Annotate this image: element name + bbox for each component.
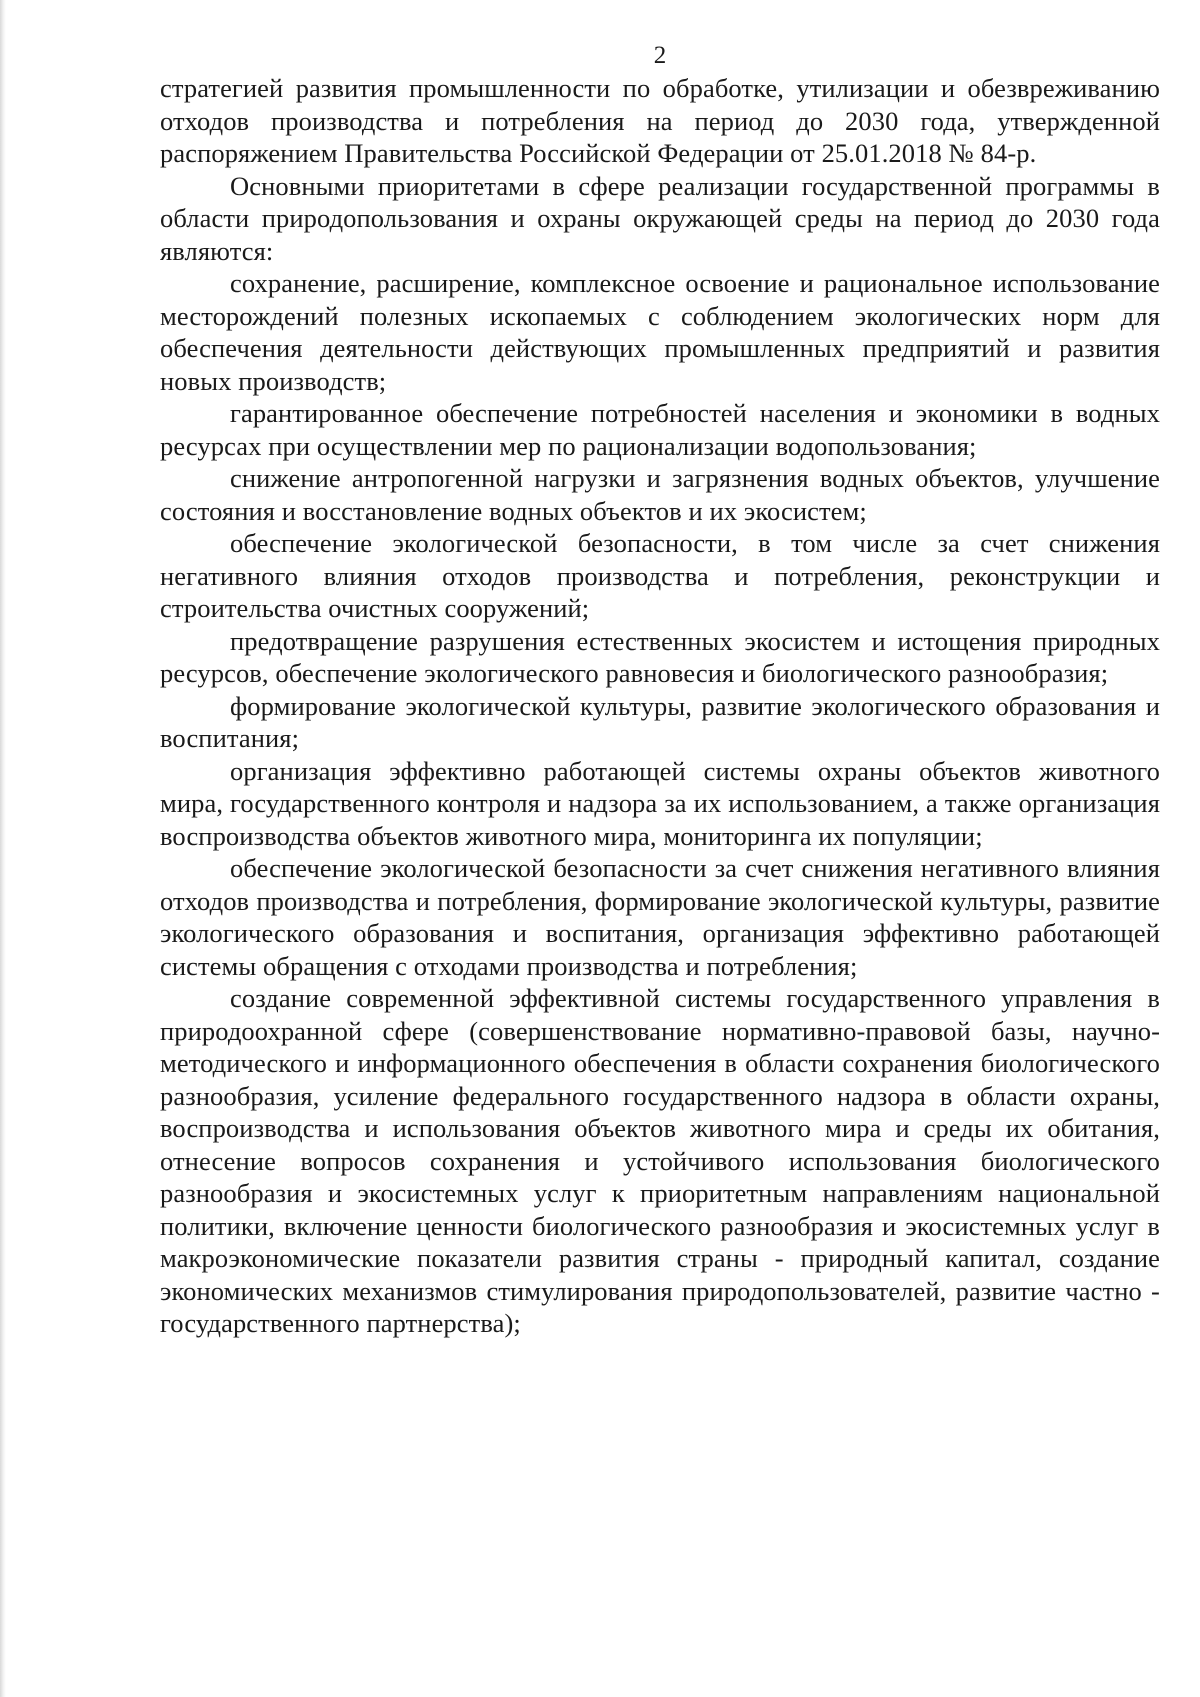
paragraph-ecosystem-protection: предотвращение разрушения естественных экосистем и истощения природных ресурсов, обеспечение экологического равновесия и биологического разнообразия; [160,625,1160,688]
paragraph-mineral-deposits: сохранение, расширение, комплексное освоение и рациональное использование месторождений полезных ископаемых с соблюдением экологических норм для обеспечения деятельности действующих промышленных предприятий и развития новых производств; [160,268,1160,396]
paragraph-priorities-intro: Основными приоритетами в сфере реализации государственной программы в области природопользования и охраны окружающей среды на период до 2030 года являются: [160,170,1160,266]
paragraph-anthropogenic-load: снижение антропогенной нагрузки и загрязнения водных объектов, улучшение состояния и восстановление водных объектов и их экосистем; [160,463,1160,526]
paragraph-wildlife-protection: организация эффективно работающей системы охраны объектов животного мира, государственного контроля и надзора за их использованием, а также организация воспроизводства объектов животного мира, мониторинга их популяции; [160,755,1160,851]
document-page [160,40,1160,1340]
paragraph-state-management: создание современной эффективной системы государственного управления в природоохранной сфере (совершенствование нормативно-правовой базы, научно-методического и информационного обеспечения в области сохранения биологического разнообразия, усиление федерального государственного надзора в области охраны, воспроизводства и использования объектов животного мира и среды их обитания, отнесение вопросов сохранения и устойчивого использования биологического разнообразия и экосистемных услуг к приоритетным направлениям национальной политики, включение ценности биологического разнообразия и экосистемных услуг в макроэкономические показатели развития страны - природный капитал, создание экономических механизмов стимулирования природопользователей, развитие частно - государственного партнерства); [160,983,1160,1338]
paragraph-ecological-culture: формирование экологической культуры, развитие экологического образования и воспитания; [160,690,1160,753]
scan-edge-shadow [0,0,6,1697]
paragraph-water-resources: гарантированное обеспечение потребностей населения и экономики в водных ресурсах при осуществлении мер по рационализации водопользования; [160,398,1160,461]
paragraph-ecological-safety: обеспечение экологической безопасности, в том числе за счет снижения негативного влияния отходов производства и потребления, реконструкции и строительства очистных сооружений; [160,528,1160,623]
paragraph-waste-management: обеспечение экологической безопасности за счет снижения негативного влияния отходов производства и потребления, формирование экологической культуры, развитие экологического образования и воспитания, организация эффективно работающей системы обращения с отходами производства и потребления; [160,853,1160,981]
page-number: 2 [653,42,667,69]
paragraph-strategy-continuation: стратегией развития промышленности по обработке, утилизации и обезвреживанию отходов производства и потребления на период до 2030 года, утвержденной распоряжением Правительства Российской Федерации от 25.01.2018 № 84-р. [160,73,1160,168]
